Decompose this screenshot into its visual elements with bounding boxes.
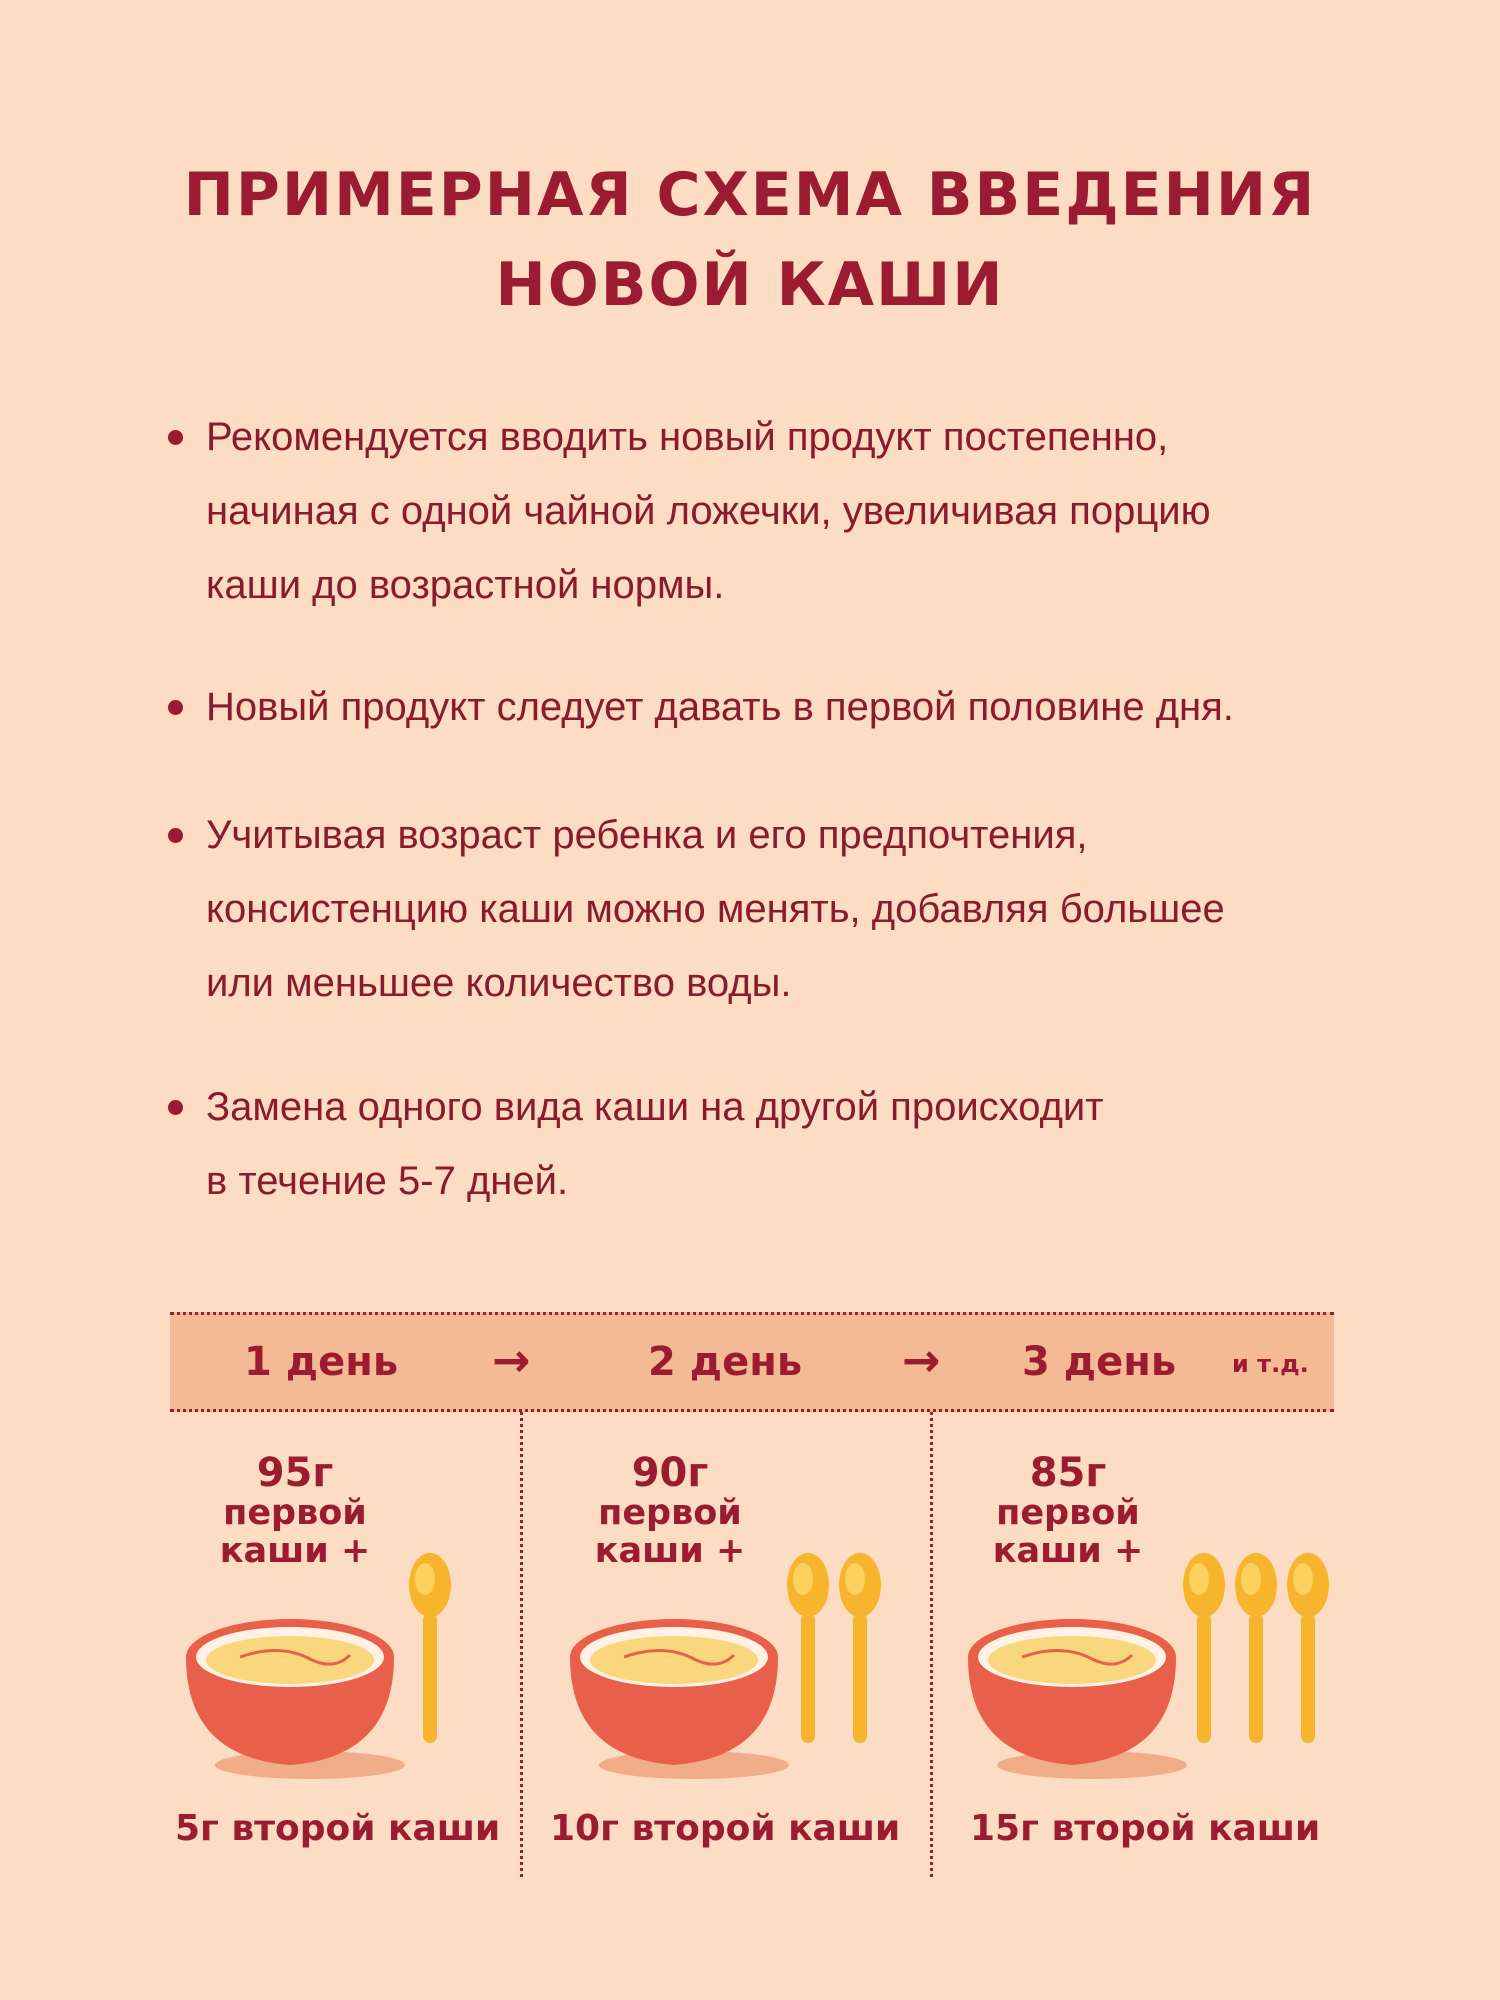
spoon-icon	[1235, 1553, 1277, 1743]
first-porridge-label: первой	[996, 1493, 1140, 1533]
second-porridge-amount: 5г второй каши	[175, 1808, 501, 1849]
first-porridge-label: первой	[223, 1493, 367, 1533]
list-item-text: в течение 5-7 дней.	[206, 1159, 569, 1203]
spoon-icon	[1183, 1553, 1225, 1743]
title-line-1: ПРИМЕРНАЯ СХЕМА ВВЕДЕНИЯ	[183, 160, 1317, 230]
day-2-label: 2 день	[648, 1339, 803, 1385]
list-item-text: начиная с одной чайной ложечки, увеличивая порцию	[206, 489, 1211, 533]
day-3-label: 3 день	[1022, 1339, 1177, 1385]
spoon-icon	[1287, 1553, 1329, 1743]
list-item-text: Замена одного вида каши на другой происходит	[206, 1085, 1104, 1129]
second-porridge-amount: 10г второй каши	[550, 1808, 901, 1849]
list-item-text: каши до возрастной нормы.	[206, 563, 725, 607]
first-porridge-label: каши +	[992, 1531, 1144, 1571]
arrow-right-icon: →	[902, 1333, 941, 1387]
list-item-text: Рекомендуется вводить новый продукт постепенно,	[206, 415, 1169, 459]
day-1-label: 1 день	[244, 1339, 399, 1385]
list-item-text: консистенцию каши можно менять, добавляя большее	[206, 887, 1225, 931]
etc-label: и т.д.	[1232, 1350, 1309, 1378]
list-item-text: или меньшее количество воды.	[206, 961, 792, 1005]
list-item-text: Учитывая возраст ребенка и его предпочтения,	[206, 813, 1088, 857]
list-item-text: Новый продукт следует давать в первой половине дня.	[206, 685, 1234, 729]
first-porridge-label: каши +	[594, 1531, 746, 1571]
second-porridge-amount: 15г второй каши	[970, 1808, 1321, 1849]
bowl-icon	[968, 1619, 1187, 1779]
title-line-2: НОВОЙ КАШИ	[495, 250, 1005, 320]
first-porridge-label: каши +	[219, 1531, 371, 1571]
first-porridge-amount: 90г	[631, 1450, 709, 1496]
first-porridge-label: первой	[598, 1493, 742, 1533]
first-porridge-amount: 95г	[256, 1450, 334, 1496]
first-porridge-amount: 85г	[1029, 1450, 1107, 1496]
arrow-right-icon: →	[492, 1333, 531, 1387]
